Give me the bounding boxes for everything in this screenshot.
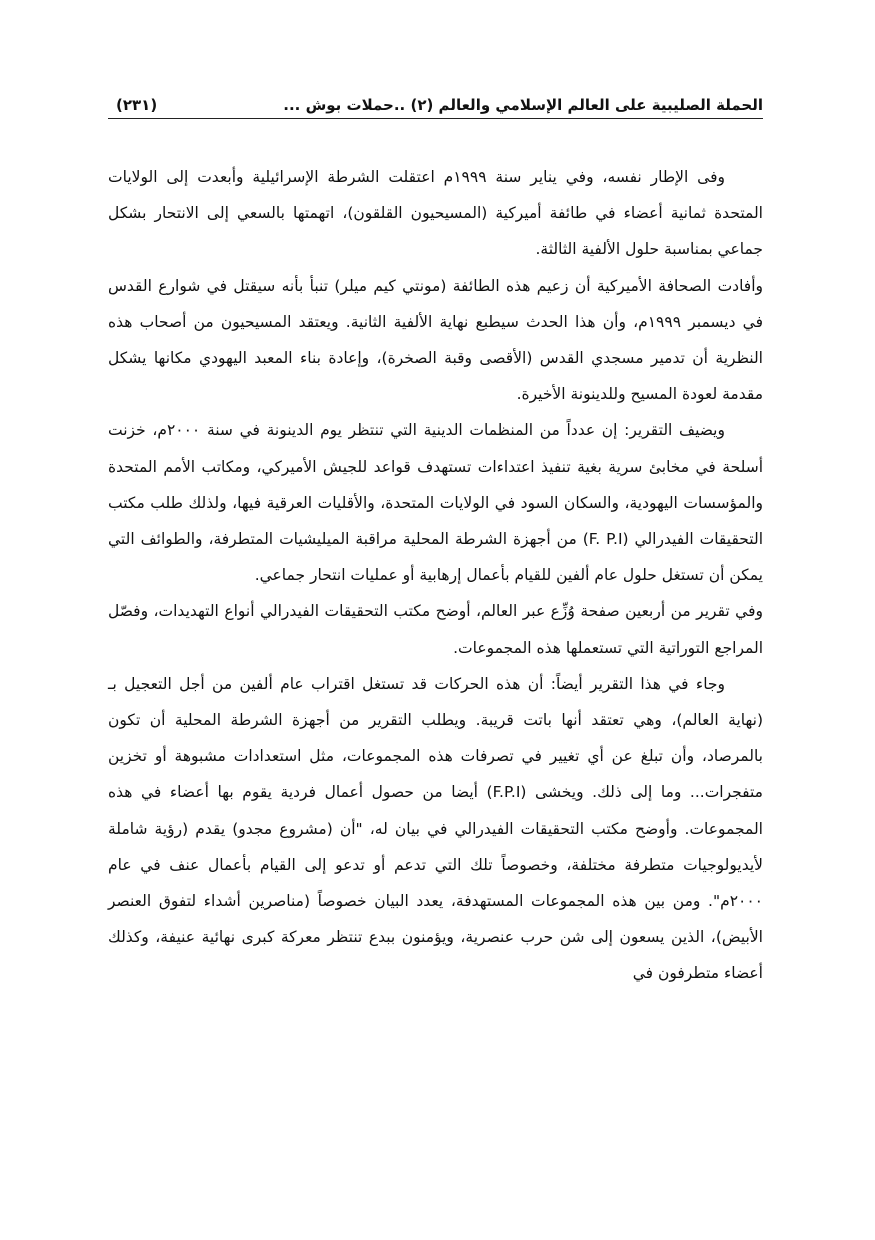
paragraph-4: وفي تقرير من أربعين صفحة وُزِّع عبر العالم، أوضح مكتب التحقيقات الفيدرالي أنواع التهديدات، وفصّل المراجع التوراتية التي تستعملها هذه المجموعات. [108, 602, 763, 657]
paragraph-5: وجاء في هذا التقرير أيضاً: أن هذه الحركات قد تستغل اقتراب عام ألفين من أجل التعجيل بـ (نهاية العالم)، وهي تعتقد أنها باتت قريبة. ويطلب التقرير من أجهزة الشرطة المحلية أن تكون بالمرصاد، وأن تبلغ عن أي تغيير في تصرفات هذه المجموعات، مثل استعدادات مشبوهة أو تخزين متفجرات... وما إلى ذلك. ويخشى (F.P.I) أيضا من حصول أعمال فردية يقوم بها أعضاء في هذه المجموعات. وأوضح مكتب التحقيقات الفيدرالي في بيان له، "أن (مشروع مجدو) يقدم (رؤية شاملة لأيديولوجيات متطرفة مختلفة، وخصوصاً تلك التي تدعم أو تدعو إلى القيام بأعمال عنف في عام ٢٠٠٠م". ومن بين هذه المجموعات المستهدفة، يعدد البيان خصوصاً (مناصرين أشداء لتفوق العنصر الأبيض)، الذين يسعون إلى شن حرب عنصرية، ويؤمنون ببدع تنتظر معركة كبرى نهائية عنيفة، وكذلك أعضاء متطرفون في [108, 674, 763, 983]
paragraph-2: وأفادت الصحافة الأميركية أن زعيم هذه الطائفة (مونتي كيم ميلر) تنبأ بأنه سيقتل في شوارع القدس في ديسمبر ١٩٩٩م، وأن هذا الحدث سيطبع نهاية الألفية الثانية. ويعتقد المسيحيون من أصحاب هذه النظرية أن تدمير مسجدي القدس (الأقصى وقبة الصخرة)، وإعادة بناء المعبد اليهودي مكانها يشكل مقدمة لعودة المسيح وللدينونة الأخيرة. [108, 276, 763, 404]
body-text [108, 159, 763, 992]
document-page [108, 88, 763, 992]
page-number: (٢٣١) [116, 96, 158, 114]
paragraph-1: وفى الإطار نفسه، وفي يناير سنة ١٩٩٩م اعتقلت الشرطة الإسرائيلية وأبعدت إلى الولايات المتحدة ثمانية أعضاء في طائفة أميركية (المسيحيون القلقون)، اتهمتها بالسعي إلى الانتحار بشكل جماعي بمناسبة حلول الألفية الثالثة. [108, 168, 763, 259]
header-title: الحملة الصليبية على العالم الإسلامي والعالم (٢) ..حملات بوش ... [283, 96, 763, 114]
paragraph-3: ويضيف التقرير: إن عدداً من المنظمات الدينية التي تنتظر يوم الدينونة في سنة ٢٠٠٠م، خزنت أسلحة في مخابئ سرية بغية تنفيذ اعتداءات تستهدف قواعد للجيش الأميركي، ومكاتب الأمم المتحدة والمؤسسات اليهودية، والسكان السود في الولايات المتحدة، والأقليات العرقية فيها، ولذلك طلب مكتب التحقيقات الفيدرالي (F. P.I) من أجهزة الشرطة المحلية مراقبة الميليشيات المتطرفة، والطوائف التي يمكن أن تستغل حلول عام ألفين للقيام بأعمال إرهابية أو عمليات انتحار جماعي. [108, 421, 763, 585]
running-header [108, 88, 763, 119]
